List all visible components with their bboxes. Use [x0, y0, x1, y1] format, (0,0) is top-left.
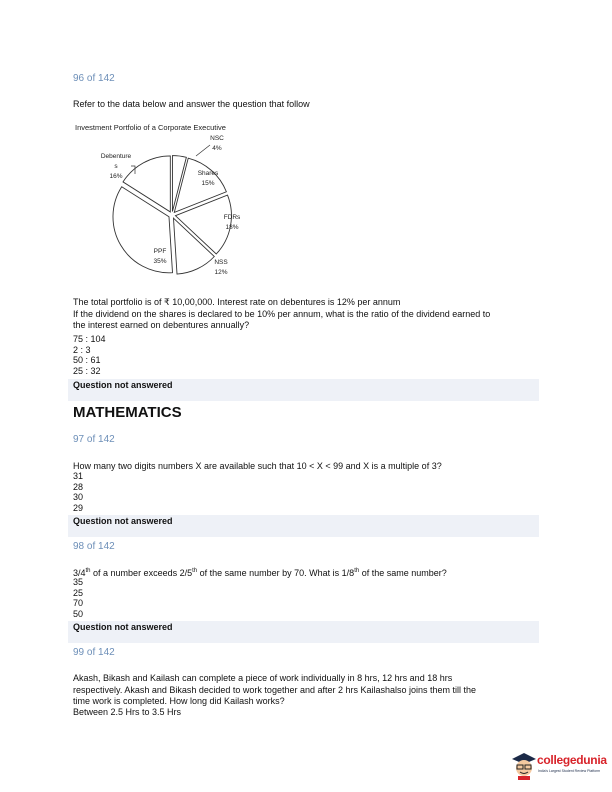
option: 35: [73, 577, 84, 587]
option: 25 : 32: [73, 365, 101, 376]
option: 50: [73, 608, 84, 619]
slice-label-ppf: PPF: [153, 248, 167, 255]
pie-chart: [72, 118, 272, 298]
question-line: The total portfolio is of ₹ 10,00,000. Interest rate on debentures is 12% per annum: [73, 297, 401, 307]
logo-name: collegedunia: [537, 753, 607, 767]
options-97: [73, 471, 83, 513]
section-title: MATHEMATICS: [73, 404, 182, 421]
option: 31: [73, 471, 84, 481]
option: 2 : 3: [73, 344, 91, 355]
superscript: th: [192, 568, 198, 574]
slice-value-shares: 15%: [201, 180, 215, 187]
question-number-97: 97 of 142: [73, 434, 115, 445]
status-bar-96: [68, 379, 539, 401]
question-text-98: [73, 566, 540, 580]
text-part: of a number exceeds 2/5: [90, 568, 193, 578]
brand-logo: [510, 748, 610, 782]
options-99: [73, 707, 181, 718]
option: 75 : 104: [73, 334, 106, 344]
slice-label-nss: NSS: [214, 259, 228, 266]
status-text: Question not answered: [73, 622, 173, 632]
status-bar-98: [68, 621, 539, 643]
question-number-99: 99 of 142: [73, 647, 115, 658]
question-line: the interest earned on debentures annually?: [73, 320, 250, 330]
question-line: If the dividend on the shares is declared to be 10% per annum, what is the ratio of the dividend earned to: [73, 308, 491, 319]
question-number-98: 98 of 142: [73, 541, 115, 552]
question-intro-96: Refer to the data below and answer the question that follow: [73, 99, 310, 109]
chart-title: Investment Portfolio of a Corporate Executive: [75, 123, 226, 132]
option: 50 : 61: [73, 355, 101, 366]
options-96: [73, 334, 106, 376]
slice-label-shares: Shares: [197, 170, 219, 177]
question-line: time work is completed. How long did Kailash works?: [73, 696, 285, 706]
slice-label-nsc: NSC: [210, 135, 224, 142]
superscript: th: [85, 568, 91, 574]
mascot-icon: [510, 750, 538, 780]
superscript: th: [354, 568, 360, 574]
question-text-96: [73, 297, 540, 332]
option: 70: [73, 598, 84, 609]
text-part: of the same number?: [359, 568, 447, 578]
text-part: of the same number by 70. What is 1/8: [197, 568, 355, 578]
options-98: [73, 577, 83, 619]
option: 29: [73, 502, 84, 513]
text-part: 3/4: [73, 568, 86, 578]
question-text-99: [73, 673, 540, 708]
leader-line-nsc: [196, 145, 210, 156]
slice-label-debentures-2: s: [114, 163, 118, 170]
status-text: Question not answered: [73, 380, 173, 390]
question-text-97: How many two digits numbers X are available such that 10 < X < 99 and X is a multiple of 3?: [73, 461, 442, 471]
status-bar-97: [68, 515, 539, 537]
status-text: Question not answered: [73, 516, 173, 526]
option: 25: [73, 587, 84, 598]
slice-value-ppf: 35%: [153, 258, 167, 265]
slice-value-fdrs: 18%: [225, 224, 239, 231]
slice-label-debentures: Debenture: [100, 153, 132, 160]
logo-tagline: India's Largest Student Review Platform: [538, 769, 601, 773]
slice-label-fdrs: FDRs: [223, 214, 241, 221]
question-line: Akash, Bikash and Kailash can complete a piece of work individually in 8 hrs, 12 hrs and 18 hrs: [73, 673, 453, 683]
option: Between 2.5 Hrs to 3.5 Hrs: [73, 707, 182, 717]
slice-value-nsc: 4%: [212, 145, 222, 152]
question-line: respectively. Akash and Bikash decided to work together and after 2 hrs Kailashalso joins them till the: [73, 684, 477, 695]
question-number-96: 96 of 142: [73, 73, 115, 84]
option: 30: [73, 492, 84, 503]
slice-value-nss: 12%: [214, 269, 228, 276]
option: 28: [73, 481, 84, 492]
slice-value-debentures: 16%: [109, 173, 123, 180]
